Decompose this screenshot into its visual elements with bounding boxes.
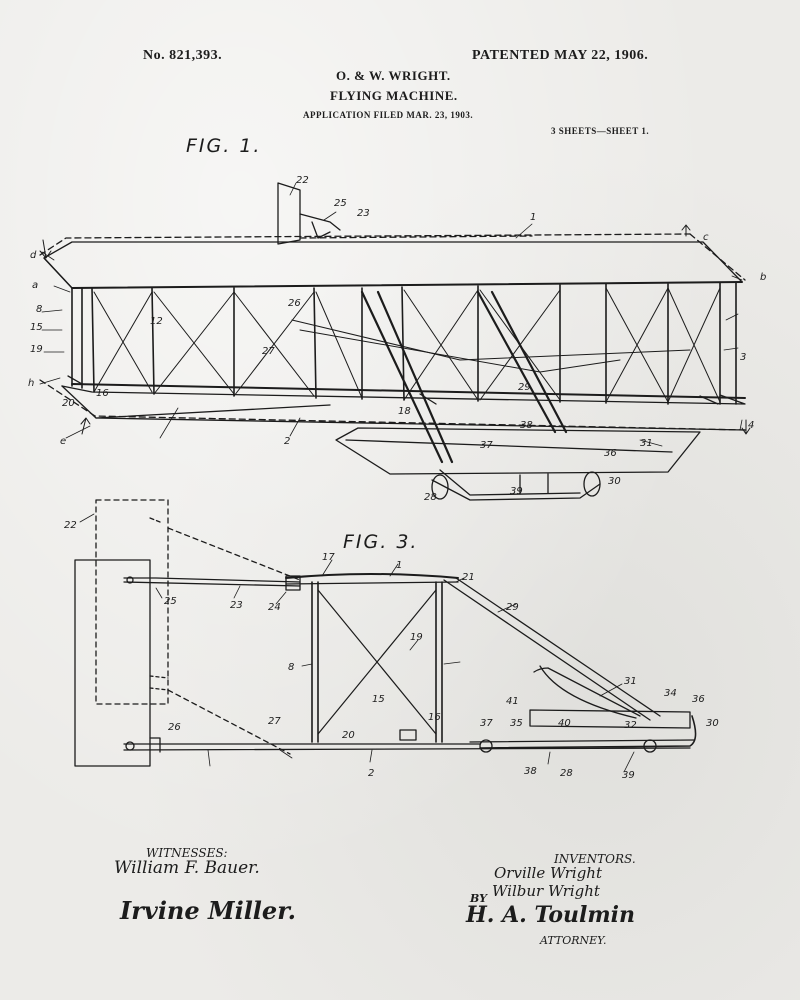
fig3-ref: 38 (524, 766, 537, 777)
application-filed: APPLICATION FILED MAR. 23, 1903. (303, 110, 474, 120)
fig3-ref: 17 (322, 552, 335, 563)
fig1-ref: 1 (530, 212, 537, 223)
fig3-ref: 23 (230, 600, 243, 611)
fig3-ref: 30 (706, 718, 719, 729)
fig3-ref: 28 (560, 768, 573, 779)
fig1-ref: 31 (640, 438, 653, 449)
fig1-ref: 23 (357, 208, 370, 219)
fig1-ref: 15 (30, 322, 43, 333)
fig3-reference-numerals (64, 520, 719, 781)
fig3-label: FIG. 3. (343, 531, 419, 553)
fig1-ref: 16 (96, 388, 109, 399)
fig1-ref: 36 (604, 448, 617, 459)
fig3-ref: 1 (396, 560, 403, 571)
inventor-1-signature: Orville Wright (494, 864, 602, 882)
fig1-ref: d (30, 250, 37, 261)
fig1-ref: 3 (740, 352, 747, 363)
sheet-count: 3 SHEETS—SHEET 1. (551, 126, 650, 136)
fig3-ref: 25 (164, 596, 177, 607)
fig3-rudder (75, 560, 150, 766)
fig3-ref: 40 (558, 718, 571, 729)
inventor-2-signature: Wilbur Wright (492, 882, 600, 900)
fig3-ref: 21 (462, 572, 475, 583)
fig3-ref: 41 (506, 696, 519, 707)
inventors-line: O. & W. WRIGHT. (336, 68, 451, 83)
fig3-ref: 32 (624, 720, 637, 731)
fig3-ref: 24 (268, 602, 281, 613)
patent-date: PATENTED MAY 22, 1906. (472, 48, 649, 63)
fig1-label: FIG. 1. (186, 135, 262, 157)
fig1-ref: e (60, 436, 67, 447)
fig3-ref: 19 (410, 632, 423, 643)
fig3-ref: 37 (480, 718, 493, 729)
fig1-ref: a (32, 280, 39, 291)
inventors-heading: INVENTORS. (554, 852, 636, 866)
patent-number: No. 821,393. (143, 48, 223, 63)
fig3-ref: 16 (428, 712, 441, 723)
fig1-ref: 8 (36, 304, 43, 315)
fig1-ref: 12 (150, 316, 163, 327)
fig1-ref: 37 (480, 440, 493, 451)
fig1-ref: 22 (296, 175, 309, 186)
fig1-ref: 4 (748, 420, 755, 431)
fig1-ref: 27 (262, 346, 275, 357)
fig3-ref: 2 (368, 768, 375, 779)
fig3-ref: 8 (288, 662, 295, 673)
witnesses-heading: WITNESSES: (146, 846, 228, 860)
fig1-ref: 26 (288, 298, 301, 309)
fig1-ref: 19 (30, 344, 43, 355)
fig1-ref: 39 (510, 486, 523, 497)
fig1-ref: c (703, 232, 709, 243)
fig3-ref: 20 (342, 730, 355, 741)
witness-2-signature: Irvine Miller. (120, 896, 296, 925)
fig1-rudder (278, 183, 300, 244)
fig1-ref: 2 (284, 436, 291, 447)
fig1-ref: b (760, 272, 767, 283)
fig3-ref: 31 (624, 676, 637, 687)
fig3-ref: 29 (506, 602, 519, 613)
fig3-ref: 34 (664, 688, 677, 699)
fig1-ref: 18 (398, 406, 411, 417)
fig1-drawing (40, 183, 750, 500)
fig1-ref: 25 (334, 198, 347, 209)
fig3-ref: 22 (64, 520, 77, 531)
by-label: BY (470, 892, 487, 905)
fig3-ref: 39 (622, 770, 635, 781)
witness-1-signature: William F. Bauer. (114, 858, 260, 878)
fig1-reference-numerals (28, 175, 766, 503)
fig3-elevator (530, 710, 690, 728)
fig3-ref: 15 (372, 694, 385, 705)
fig1-ref: 20 (62, 398, 75, 409)
fig3-ref: 36 (692, 694, 705, 705)
attorney-label: ATTORNEY. (540, 934, 607, 947)
fig1-ref: 28 (424, 492, 437, 503)
fig3-ref: 26 (168, 722, 181, 733)
fig3-ref: 35 (510, 718, 523, 729)
fig1-ref: 38 (520, 420, 533, 431)
attorney-signature: H. A. Toulmin (466, 902, 635, 928)
fig1-ref: h (28, 378, 35, 389)
fig1-upper-wing (44, 242, 742, 288)
fig1-ref: 30 (608, 476, 621, 487)
fig1-ref: 29 (518, 382, 531, 393)
fig3-ref: 27 (268, 716, 281, 727)
patent-title: FLYING MACHINE. (330, 88, 458, 103)
